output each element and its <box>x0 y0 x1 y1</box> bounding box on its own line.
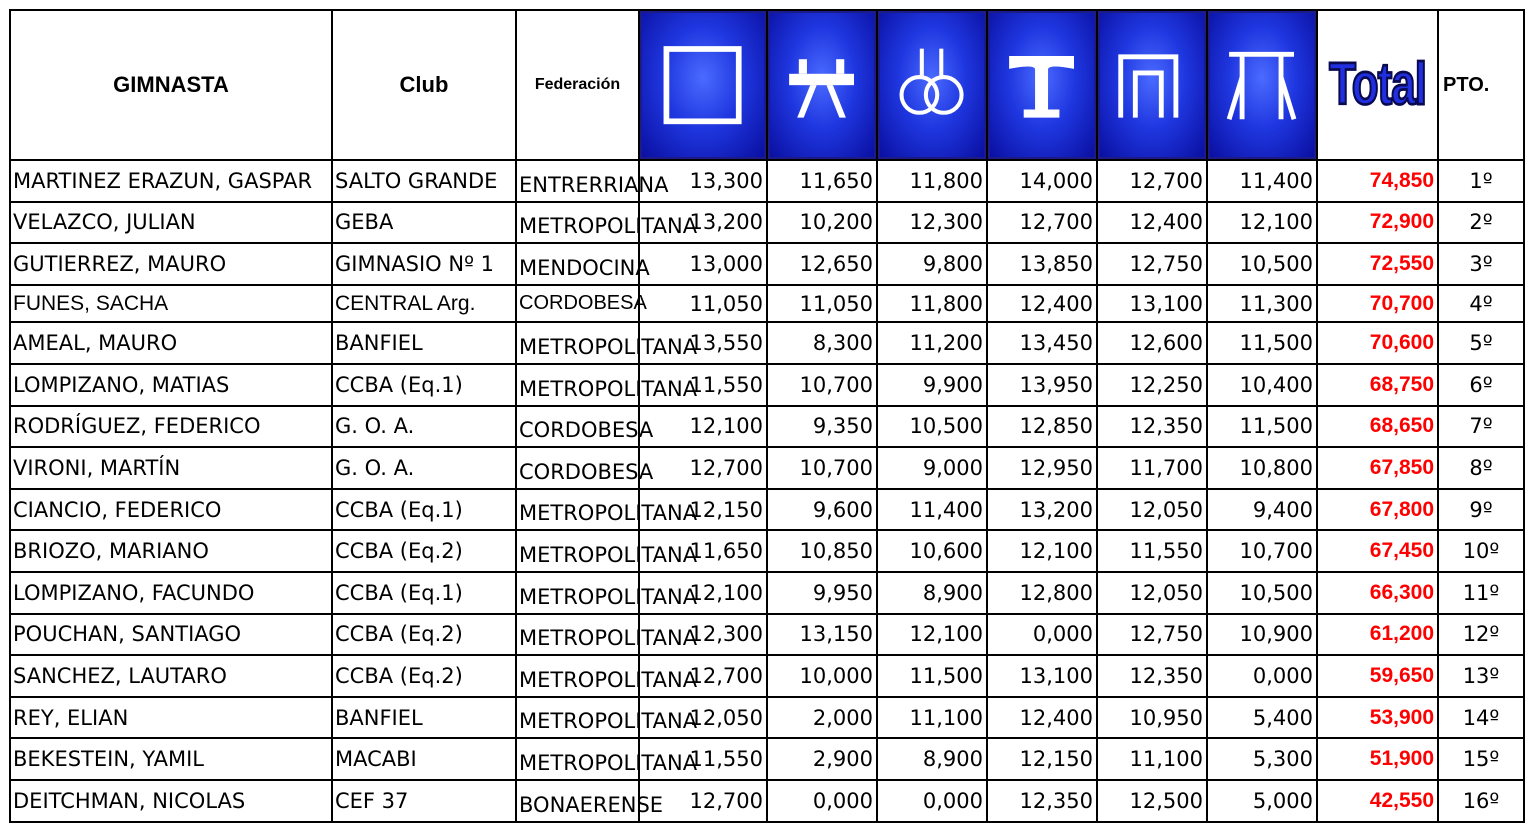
score-cell: 10,700 <box>767 447 877 489</box>
score-cell: 0,000 <box>1207 655 1317 697</box>
score-cell: 11,300 <box>1207 285 1317 323</box>
score-cell: 12,350 <box>1097 406 1207 448</box>
table-row <box>10 447 1524 489</box>
score-cell: 9,600 <box>767 489 877 531</box>
score-cell: 11,500 <box>1207 322 1317 364</box>
total-score: 59,650 <box>1317 655 1438 697</box>
score-cell: 11,650 <box>639 530 767 572</box>
club-name: G. O. A. <box>332 447 516 489</box>
club-name: GIMNASIO Nº 1 <box>332 243 516 285</box>
table-row <box>10 202 1524 244</box>
score-cell: 13,300 <box>639 160 767 202</box>
score-cell: 11,550 <box>639 364 767 406</box>
header-parallel-bars <box>1097 10 1207 160</box>
gymnast-name: AMEAL, MAURO <box>10 322 332 364</box>
score-cell: 10,700 <box>767 364 877 406</box>
federation: METROPOLITANA <box>516 738 639 780</box>
score-cell: 12,250 <box>1097 364 1207 406</box>
score-cell: 11,200 <box>877 322 987 364</box>
score-cell: 11,400 <box>877 489 987 531</box>
total-score: 70,700 <box>1317 285 1438 323</box>
score-cell: 9,350 <box>767 406 877 448</box>
vault-icon <box>1001 29 1082 141</box>
total-score: 72,550 <box>1317 243 1438 285</box>
score-cell: 12,300 <box>877 202 987 244</box>
score-cell: 10,500 <box>1207 572 1317 614</box>
position: 15º <box>1438 738 1524 780</box>
score-cell: 12,800 <box>987 572 1097 614</box>
score-cell: 9,800 <box>877 243 987 285</box>
header-gimnasta: GIMNASTA <box>10 10 332 160</box>
score-cell: 12,050 <box>1097 572 1207 614</box>
score-cell: 12,700 <box>1097 160 1207 202</box>
federation: METROPOLITANA <box>516 655 639 697</box>
score-cell: 12,700 <box>639 447 767 489</box>
total-score: 67,850 <box>1317 447 1438 489</box>
federation: METROPOLITANA <box>516 202 639 244</box>
position: 9º <box>1438 489 1524 531</box>
score-cell: 14,000 <box>987 160 1097 202</box>
position: 16º <box>1438 780 1524 822</box>
gymnast-name: MARTINEZ ERAZUN, GASPAR <box>10 160 332 202</box>
score-cell: 10,950 <box>1097 697 1207 739</box>
score-cell: 10,800 <box>1207 447 1317 489</box>
federation: CORDOBESA <box>516 406 639 448</box>
position: 1º <box>1438 160 1524 202</box>
club-name: CCBA (Eq.2) <box>332 614 516 656</box>
score-cell: 13,450 <box>987 322 1097 364</box>
position: 7º <box>1438 406 1524 448</box>
club-name: G. O. A. <box>332 406 516 448</box>
score-cell: 9,400 <box>1207 489 1317 531</box>
table-row <box>10 780 1524 822</box>
score-cell: 12,100 <box>1207 202 1317 244</box>
score-cell: 9,000 <box>877 447 987 489</box>
position: 12º <box>1438 614 1524 656</box>
club-name: CEF 37 <box>332 780 516 822</box>
gymnast-name: RODRÍGUEZ, FEDERICO <box>10 406 332 448</box>
table-row <box>10 285 1524 323</box>
score-cell: 10,000 <box>767 655 877 697</box>
score-cell: 13,100 <box>987 655 1097 697</box>
header-federacion: Federación <box>516 10 639 160</box>
header-total: Total <box>1317 10 1438 160</box>
federation: CORDOBESA <box>516 285 639 323</box>
score-cell: 11,550 <box>1097 530 1207 572</box>
total-score: 67,450 <box>1317 530 1438 572</box>
score-cell: 12,300 <box>639 614 767 656</box>
club-name: CCBA (Eq.1) <box>332 489 516 531</box>
score-cell: 12,350 <box>987 780 1097 822</box>
header-club: Club <box>332 10 516 160</box>
score-cell: 0,000 <box>877 780 987 822</box>
position: 8º <box>1438 447 1524 489</box>
score-cell: 11,800 <box>877 285 987 323</box>
table-row <box>10 530 1524 572</box>
position: 10º <box>1438 530 1524 572</box>
score-cell: 12,100 <box>987 530 1097 572</box>
gymnast-name: VIRONI, MARTÍN <box>10 447 332 489</box>
total-score: 66,300 <box>1317 572 1438 614</box>
header-vault <box>987 10 1097 160</box>
score-cell: 11,700 <box>1097 447 1207 489</box>
gymnast-name: SANCHEZ, LAUTARO <box>10 655 332 697</box>
gymnast-name: BRIOZO, MARIANO <box>10 530 332 572</box>
score-cell: 12,750 <box>1097 243 1207 285</box>
score-cell: 13,200 <box>639 202 767 244</box>
total-score: 67,800 <box>1317 489 1438 531</box>
score-cell: 12,500 <box>1097 780 1207 822</box>
table-row <box>10 489 1524 531</box>
score-cell: 10,500 <box>1207 243 1317 285</box>
score-cell: 13,200 <box>987 489 1097 531</box>
rings-icon <box>891 29 972 141</box>
score-cell: 10,700 <box>1207 530 1317 572</box>
table-row <box>10 243 1524 285</box>
table-row <box>10 614 1524 656</box>
score-cell: 2,900 <box>767 738 877 780</box>
federation: METROPOLITANA <box>516 530 639 572</box>
score-cell: 13,850 <box>987 243 1097 285</box>
score-cell: 12,350 <box>1097 655 1207 697</box>
parallel-bars-icon <box>1111 29 1192 141</box>
score-cell: 0,000 <box>987 614 1097 656</box>
table-row <box>10 364 1524 406</box>
table-row <box>10 406 1524 448</box>
score-cell: 12,100 <box>639 406 767 448</box>
score-cell: 12,050 <box>639 697 767 739</box>
score-cell: 12,050 <box>1097 489 1207 531</box>
score-cell: 12,400 <box>987 697 1097 739</box>
score-cell: 12,700 <box>987 202 1097 244</box>
position: 14º <box>1438 697 1524 739</box>
score-cell: 11,100 <box>877 697 987 739</box>
score-cell: 12,650 <box>767 243 877 285</box>
score-cell: 12,150 <box>639 489 767 531</box>
score-cell: 12,600 <box>1097 322 1207 364</box>
score-cell: 2,000 <box>767 697 877 739</box>
position: 6º <box>1438 364 1524 406</box>
score-cell: 5,400 <box>1207 697 1317 739</box>
score-cell: 13,000 <box>639 243 767 285</box>
score-cell: 8,900 <box>877 572 987 614</box>
position: 2º <box>1438 202 1524 244</box>
total-score: 61,200 <box>1317 614 1438 656</box>
position: 11º <box>1438 572 1524 614</box>
total-score: 72,900 <box>1317 202 1438 244</box>
table-row <box>10 738 1524 780</box>
gymnast-name: LOMPIZANO, FACUNDO <box>10 572 332 614</box>
score-cell: 11,650 <box>767 160 877 202</box>
header-pto: PTO. <box>1438 10 1524 160</box>
score-cell: 11,400 <box>1207 160 1317 202</box>
club-name: CENTRAL Arg. <box>332 285 516 323</box>
score-cell: 11,500 <box>1207 406 1317 448</box>
club-name: MACABI <box>332 738 516 780</box>
score-cell: 11,050 <box>767 285 877 323</box>
gymnast-name: BEKESTEIN, YAMIL <box>10 738 332 780</box>
gymnast-name: POUCHAN, SANTIAGO <box>10 614 332 656</box>
club-name: CCBA (Eq.1) <box>332 364 516 406</box>
score-cell: 10,400 <box>1207 364 1317 406</box>
gymnast-name: GUTIERREZ, MAURO <box>10 243 332 285</box>
score-cell: 9,950 <box>767 572 877 614</box>
federation: METROPOLITANA <box>516 614 639 656</box>
header-high-bar <box>1207 10 1317 160</box>
federation: METROPOLITANA <box>516 572 639 614</box>
score-cell: 8,900 <box>877 738 987 780</box>
federation: ENTRERRIANA <box>516 160 639 202</box>
club-name: SALTO GRANDE <box>332 160 516 202</box>
gymnast-name: VELAZCO, JULIAN <box>10 202 332 244</box>
total-score: 51,900 <box>1317 738 1438 780</box>
total-score: 70,600 <box>1317 322 1438 364</box>
table-row <box>10 572 1524 614</box>
gymnast-name: LOMPIZANO, MATIAS <box>10 364 332 406</box>
position: 13º <box>1438 655 1524 697</box>
score-cell: 12,100 <box>639 572 767 614</box>
club-name: BANFIEL <box>332 322 516 364</box>
position: 5º <box>1438 322 1524 364</box>
club-name: GEBA <box>332 202 516 244</box>
federation: BONAERENSE <box>516 780 639 822</box>
total-score: 68,750 <box>1317 364 1438 406</box>
score-cell: 12,700 <box>639 655 767 697</box>
gymnast-name: FUNES, SACHA <box>10 285 332 323</box>
score-cell: 11,800 <box>877 160 987 202</box>
score-cell: 10,600 <box>877 530 987 572</box>
score-cell: 12,400 <box>987 285 1097 323</box>
score-cell: 12,150 <box>987 738 1097 780</box>
score-cell: 12,100 <box>877 614 987 656</box>
table-row <box>10 655 1524 697</box>
header-pommel <box>767 10 877 160</box>
header-floor <box>639 10 767 160</box>
header-row <box>10 10 1524 160</box>
score-cell: 12,400 <box>1097 202 1207 244</box>
score-cell: 11,550 <box>639 738 767 780</box>
federation: MENDOCINA <box>516 243 639 285</box>
gymnast-name: CIANCIO, FEDERICO <box>10 489 332 531</box>
score-cell: 10,200 <box>767 202 877 244</box>
table-row <box>10 697 1524 739</box>
club-name: CCBA (Eq.1) <box>332 572 516 614</box>
club-name: CCBA (Eq.2) <box>332 530 516 572</box>
score-cell: 5,000 <box>1207 780 1317 822</box>
score-cell: 13,150 <box>767 614 877 656</box>
score-cell: 10,500 <box>877 406 987 448</box>
score-cell: 12,850 <box>987 406 1097 448</box>
score-cell: 13,100 <box>1097 285 1207 323</box>
score-cell: 11,100 <box>1097 738 1207 780</box>
federation: METROPOLITANA <box>516 697 639 739</box>
federation: CORDOBESA <box>516 447 639 489</box>
position: 4º <box>1438 285 1524 323</box>
score-cell: 13,550 <box>639 322 767 364</box>
federation: METROPOLITANA <box>516 364 639 406</box>
total-score: 42,550 <box>1317 780 1438 822</box>
score-cell: 10,900 <box>1207 614 1317 656</box>
score-cell: 12,950 <box>987 447 1097 489</box>
total-score: 53,900 <box>1317 697 1438 739</box>
header-rings <box>877 10 987 160</box>
table-row <box>10 322 1524 364</box>
gymnast-name: DEITCHMAN, NICOLAS <box>10 780 332 822</box>
federation: METROPOLITANA <box>516 489 639 531</box>
club-name: CCBA (Eq.2) <box>332 655 516 697</box>
score-cell: 0,000 <box>767 780 877 822</box>
score-cell: 12,700 <box>639 780 767 822</box>
score-cell: 12,750 <box>1097 614 1207 656</box>
high-bar-icon <box>1221 29 1302 141</box>
score-cell: 10,850 <box>767 530 877 572</box>
score-cell: 13,950 <box>987 364 1097 406</box>
federation: METROPOLITANA <box>516 322 639 364</box>
floor-icon <box>655 29 750 141</box>
total-score: 74,850 <box>1317 160 1438 202</box>
gymnast-name: REY, ELIAN <box>10 697 332 739</box>
position: 3º <box>1438 243 1524 285</box>
score-cell: 9,900 <box>877 364 987 406</box>
pommel-horse-icon <box>781 29 862 141</box>
score-cell: 8,300 <box>767 322 877 364</box>
score-cell: 11,050 <box>639 285 767 323</box>
table-row <box>10 160 1524 202</box>
club-name: BANFIEL <box>332 697 516 739</box>
total-score: 68,650 <box>1317 406 1438 448</box>
score-cell: 5,300 <box>1207 738 1317 780</box>
results-table <box>9 9 1525 823</box>
score-cell: 11,500 <box>877 655 987 697</box>
